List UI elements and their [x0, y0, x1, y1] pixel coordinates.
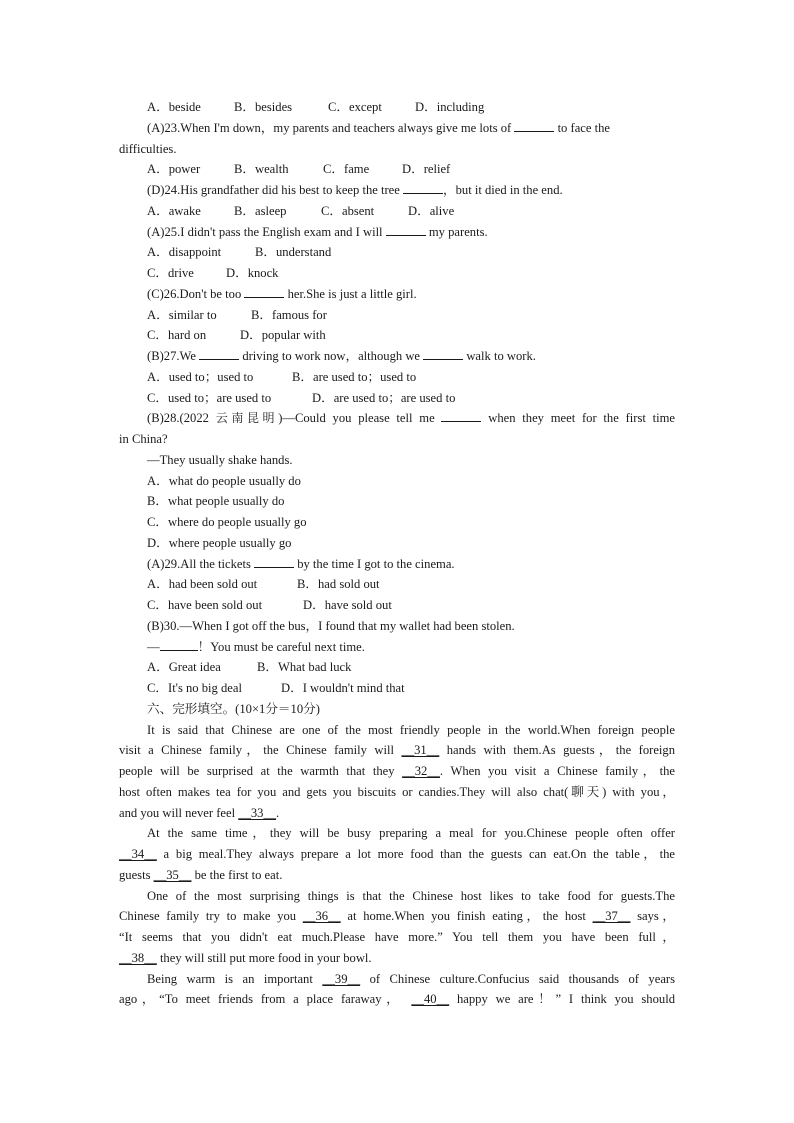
passage-line: At the same time，they will be busy preparing a meal for you.Chinese people often offer	[147, 826, 675, 841]
passage-line: __34__ a big meal.They always prepare a lot more food than the guests can eat.On the table，the	[119, 844, 675, 865]
passage-line: “It seems that you didn't eat much.Please have more.” You tell them you have been full，	[119, 930, 675, 944]
q29-options: C．have been sold out D．have sold out	[147, 598, 392, 612]
cloze-blank-35: __35__	[153, 867, 192, 882]
question-30-reply: — ！You must be careful next time.	[147, 639, 365, 654]
exam-page	[119, 97, 675, 1010]
cloze-blank-38: __38__	[119, 950, 157, 965]
q30-options: C．It's no big deal D．I wouldn't mind that	[147, 681, 405, 695]
question-26: (C)26.Don't be too her.She is just a little girl.	[147, 286, 417, 301]
cloze-blank-37: __37__	[592, 909, 631, 924]
q27-options: A．used to；used to B．are used to；used to	[147, 369, 417, 384]
q22-options	[119, 97, 675, 118]
passage-line: One of the most surprising things is that the Chinese host likes to take food for guests.The	[147, 888, 675, 903]
question-27: (B)27.We driving to work now，although we walk to work.	[147, 349, 536, 363]
q28-option-d: D．where people usually go	[147, 535, 292, 550]
passage-line: visit a Chinese family，the Chinese family will __31__ hands with them.As guests，the foreign	[119, 740, 675, 761]
q30-options: A．Great idea B．What bad luck	[147, 660, 352, 675]
cloze-blank-39: __39__	[322, 971, 361, 986]
q26-options: C．hard on D．popular with	[147, 328, 326, 343]
question-30: (B)30.—When I got off the bus，I found that my wallet had been stolen.	[147, 618, 515, 633]
passage-line: people will be surprised at the warmth that they __32__. When you visit a Chinese family，the	[119, 761, 675, 782]
question-28-cont: in China?	[119, 432, 168, 446]
option: C．except	[328, 100, 382, 114]
q28-option-a: A．what do people usually do	[147, 473, 301, 488]
passage-line: and you will never feel __33__.	[119, 803, 675, 824]
option: A．beside	[147, 100, 201, 114]
question-24: (D)24.His grandfather did his best to keep the tree ，but it died in the end.	[147, 183, 563, 197]
passage-line: host often makes tea for you and gets you biscuits or candies.They will also chat(聊天) with you，	[119, 784, 675, 799]
answer-blank	[403, 181, 443, 194]
passage-line: __38__ they will still put more food in your bowl.	[119, 948, 675, 969]
passage-line: Chinese family try to make you __36__ at home.When you finish eating，the host __37__ says，	[119, 906, 675, 927]
question-28-reply: —They usually shake hands.	[147, 452, 293, 467]
q24-options: A．awake B．asleep C．absent D．alive	[147, 203, 455, 218]
q25-options: A．disappoint B．understand	[147, 245, 332, 260]
passage-line: Being warm is an important __39__ of Chinese culture.Confucius said thousands of years	[119, 969, 675, 990]
passage-line: It is said that Chinese are one of the most friendly people in the world.When foreign people	[147, 722, 675, 737]
answer-blank	[423, 347, 463, 360]
question-28: (B)28.(2022 云南昆明)—Could you please tell me when they meet for the first time	[147, 411, 675, 426]
cloze-blank-40: __40__	[411, 992, 450, 1007]
question-25: (A)25.I didn't pass the English exam and I will my parents.	[147, 224, 488, 239]
answer-blank	[441, 409, 481, 422]
cloze-blank-32: __32__	[402, 764, 440, 778]
question-29: (A)29.All the tickets by the time I got to the cinema.	[147, 556, 455, 571]
option: D．including	[415, 100, 485, 114]
q28-option-c: C．where do people usually go	[147, 515, 307, 529]
passage-line: guests __35__ be the first to eat.	[119, 865, 675, 886]
cloze-blank-36: __36__	[302, 909, 341, 924]
answer-blank	[244, 285, 284, 298]
answer-blank	[514, 119, 554, 132]
cloze-blank-31: __31__	[401, 743, 440, 758]
q23-options: A．power B．wealth C．fame D．relief	[147, 162, 451, 177]
q25-options: C．drive D．knock	[147, 266, 279, 280]
cloze-blank-34: __34__	[119, 847, 157, 861]
q29-options: A．had been sold out B．had sold out	[147, 577, 380, 592]
q26-options: A．similar to B．famous for	[147, 307, 327, 322]
q28-option-b: B．what people usually do	[147, 494, 285, 509]
question-23-cont: difficulties.	[119, 141, 177, 156]
cloze-blank-33: __33__	[238, 805, 277, 820]
answer-blank	[160, 638, 198, 651]
answer-blank	[199, 347, 239, 360]
option: B．besides	[234, 100, 293, 114]
q27-options: C．used to；are used to D．are used to；are used to	[147, 390, 456, 405]
question-23: (A)23.When I'm down，my parents and teachers always give me lots of to face the	[147, 120, 611, 135]
section-heading: 六、完形填空。(10×1分＝10分)	[147, 701, 320, 716]
answer-blank	[254, 555, 294, 568]
answer-blank	[386, 223, 426, 236]
passage-line: ago，“To meet friends from a place faraway， __40__ happy we are！” I think you should	[119, 989, 675, 1010]
